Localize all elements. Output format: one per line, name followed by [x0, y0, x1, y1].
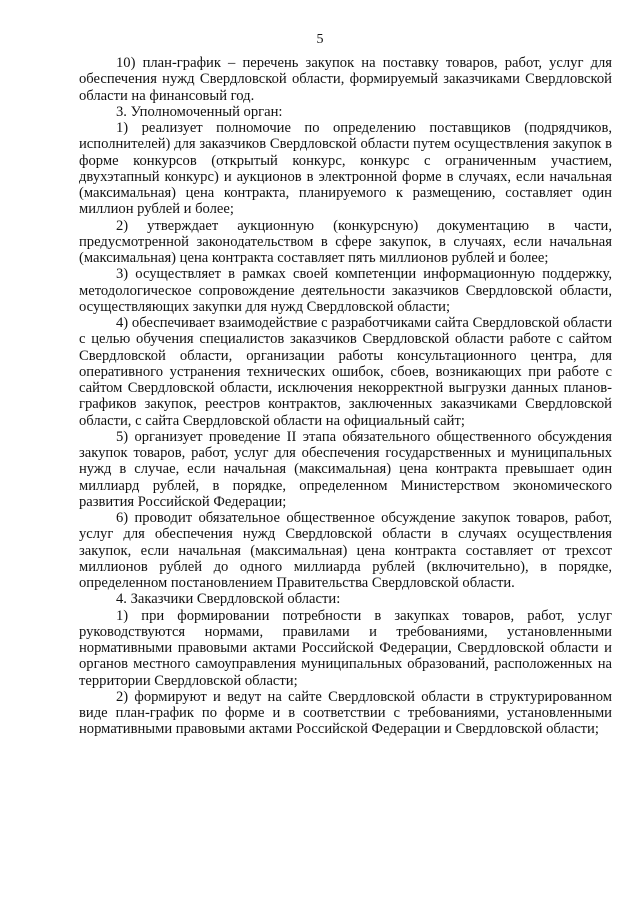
paragraph-authorized-body-6: 6) проводит обязательное общественное обсуждение закупок товаров, работ, услуг для обеспечения нужд Свердловской области в случаях осуществления закупок, если начальная (максимальная) цена контракта составляет от трехсот миллионов рублей до одного миллиарда рублей (включительно), в порядке, определенном постановлением Правительства Свердловской области. [79, 510, 612, 591]
heading-authorized-body: 3. Уполномоченный орган: [116, 103, 283, 120]
paragraph-authorized-body-1: 1) реализует полномочие по определению поставщиков (подрядчиков, исполнителей) для заказчиков Свердловской области путем осуществления закупок в форме конкурсов (открытый конкурс, конкурс с ограниченным участием, двухэтапный конкурс) и аукционов в электронной форме в случаях, если начальная (максимальная) цена контракта, планируемого к размещению, составляет один миллион рублей и более; [79, 120, 612, 218]
paragraph-authorized-body-4: 4) обеспечивает взаимодействие с разработчиками сайта Свердловской области с целью обучения специалистов заказчиков Свердловской области работе с сайтом Свердловской области, организации работы консультационного центра, для оперативного устранения технических ошибок, сбоев, возникающих при работе с сайтом Свердловской области, исключения некорректной выгрузки данных планов-графиков закупок, реестров контрактов, заключенных заказчиками Свердловской области, с сайта Свердловской области на официальный сайт; [79, 315, 612, 429]
document-body [79, 55, 612, 738]
page-number: 5 [316, 32, 324, 47]
heading-customers: 4. Заказчики Свердловской области: [116, 591, 341, 608]
paragraph-authorized-body-5: 5) организует проведение II этапа обязательного общественного обсуждения закупок товаров, работ, услуг для обеспечения государственных и муниципальных нужд в случае, если начальная (максимальная) цена контракта превышает один миллиард рублей, в порядке, определенном Министерством экономического развития Российской Федерации; [79, 428, 612, 510]
paragraph-customers-1: 1) при формировании потребности в закупках товаров, работ, услуг руководствуются нормами, правилами и требованиями, установленными нормативными правовыми актами Российской Федерации, Свердловской области и органов местного самоуправления муниципальных образований, расположенных на территории Свердловской области; [79, 607, 612, 689]
paragraph-plan-schedule-definition: 10) план-график – перечень закупок на поставку товаров, работ, услуг для обеспечения нужд Свердловской области, формируемый заказчиками Свердловской области на финансовый год. [79, 55, 612, 104]
paragraph-authorized-body-3: 3) осуществляет в рамках своей компетенции информационную поддержку, методологическое сопровождение деятельности заказчиков Свердловской области, осуществляющих закупки для нужд Свердловской области; [79, 266, 612, 315]
paragraph-customers-2: 2) формируют и ведут на сайте Свердловской области в структурированном виде план-график по форме и в соответствии с требованиями, установленными нормативными правовыми актами Российской Федерации и Свердловской области; [79, 688, 612, 738]
paragraph-authorized-body-2: 2) утверждает аукционную (конкурсную) документацию в части, предусмотренной законодательством в сфере закупок, в случаях, если начальная (максимальная) цена контракта составляет пять миллионов рублей и более; [79, 217, 612, 266]
